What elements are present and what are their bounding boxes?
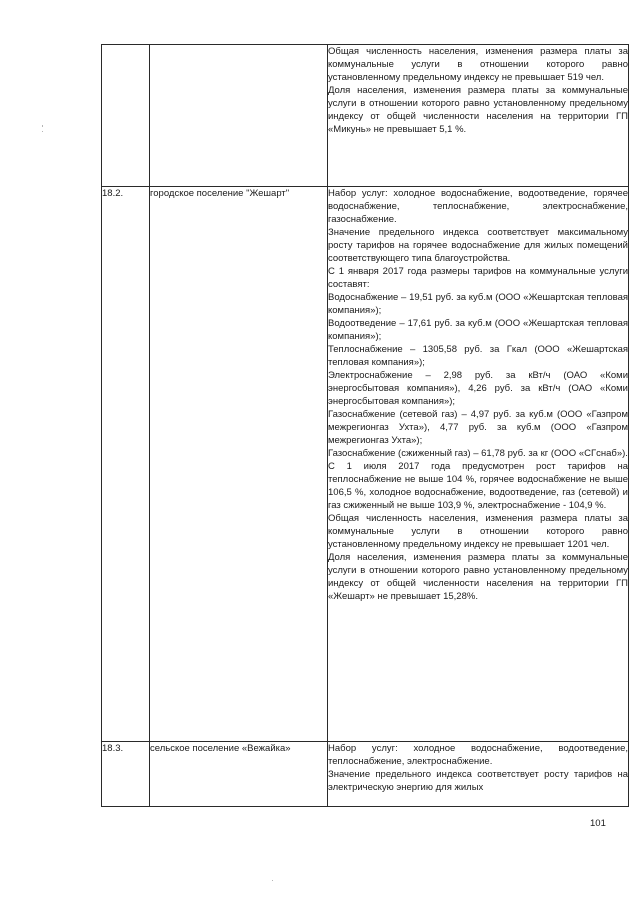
scan-speck <box>272 880 273 881</box>
table-row <box>102 45 629 187</box>
row-description <box>328 45 629 187</box>
paragraph: Газоснабжение (сетевой газ) – 4,97 руб. за куб.м (ООО «Газпром межрегионгаз Ухта»), 4,77 руб. за куб.м (ООО «Газпром межрегионгаз Ухта»); <box>328 409 628 446</box>
scan-speck <box>42 131 43 132</box>
tariff-table <box>101 44 629 807</box>
settlement-name: сельское поселение «Вежайка» <box>150 742 328 807</box>
paragraph: Теплоснабжение – 1305,58 руб. за Гкал (ООО «Жешартская тепловая компания»); <box>328 344 628 368</box>
row-number: 18.2. <box>102 187 150 742</box>
paragraph: Общая численность населения, изменения размера платы за коммунальные услуги в отношении которого равно установленному предельному индексу не превышает 519 чел. <box>328 46 628 83</box>
paragraph: Водоснабжение – 19,51 руб. за куб.м (ООО «Жешартская тепловая компания»); <box>328 292 628 316</box>
paragraph: Доля населения, изменения размера платы за коммунальные услуги в отношении которого равно установленному предельному индексу от общей численности населения на территории ГП «Жешарт» не превышает 15,28%. <box>328 552 628 602</box>
paragraph: Набор услуг: холодное водоснабжение, водоотведение, горячее водоснабжение, теплоснабжение, электроснабжение, газоснабжение. <box>328 188 628 225</box>
table-row <box>102 742 629 807</box>
paragraph: Значение предельного индекса соответствует росту тарифов на электрическую энергию для жилых <box>328 769 628 793</box>
row-description <box>328 187 629 742</box>
paragraph: Электроснабжение – 2,98 руб. за кВт/ч (ОАО «Коми энергосбытовая компания»), 4,26 руб. за кВт/ч (ОАО «Коми энергосбытовая компания»); <box>328 370 628 407</box>
settlement-name <box>150 45 328 187</box>
paragraph: Газоснабжение (сжиженный газ) – 61,78 руб. за кг (ООО «СГснаб»). <box>328 448 628 459</box>
table-row <box>102 187 629 742</box>
paragraph: Общая численность населения, изменения размера платы за коммунальные услуги в отношении которого равно установленному предельному индексу не превышает 1201 чел. <box>328 513 628 550</box>
paragraph: С 1 июля 2017 года предусмотрен рост тарифов на теплоснабжение не выше 104 %, горячее водоснабжение не выше 106,5 %, холодное водоснабжение, водоотведение, газ (сетевой) и газ сжиженный не выше 103,9 %, электроснабжение - 104,9 %. <box>328 461 628 511</box>
row-description <box>328 742 629 807</box>
row-number <box>102 45 150 187</box>
settlement-name: городское поселение "Жешарт" <box>150 187 328 742</box>
page-number: 101 <box>590 818 606 829</box>
row-number: 18.3. <box>102 742 150 807</box>
paragraph: Набор услуг: холодное водоснабжение, водоотведение, теплоснабжение, электроснабжение. <box>328 743 628 767</box>
scan-speck <box>42 125 43 127</box>
paragraph: Значение предельного индекса соответствует максимальному росту тарифов на горячее водоснабжение для жилых помещений соответствующего типа благоустройства. <box>328 227 628 264</box>
paragraph: С 1 января 2017 года размеры тарифов на коммунальные услуги составят: <box>328 266 628 290</box>
paragraph: Доля населения, изменения размера платы за коммунальные услуги в отношении которого равно установленному предельному индексу от общей численности населения на территории ГП «Микунь» не превышает 5,1 %. <box>328 85 628 135</box>
paragraph: Водоотведение – 17,61 руб. за куб.м (ООО «Жешартская тепловая компания»); <box>328 318 628 342</box>
